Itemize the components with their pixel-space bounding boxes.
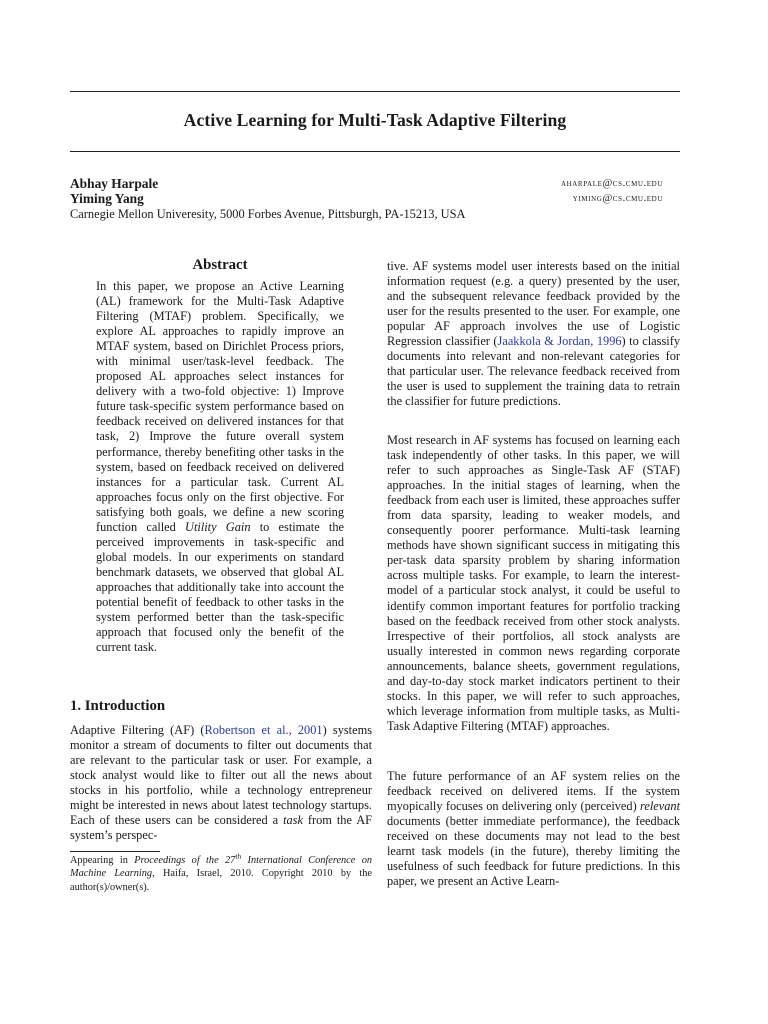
intro-text-1: Adaptive Filtering (AF) ( <box>70 723 205 737</box>
citation-link-jaakkola[interactable]: Jaakkola & Jordan, 1996 <box>497 334 622 349</box>
author-email-2: yiming@cs.cmu.edu <box>572 193 663 204</box>
col2-p1-text-1: tive. AF systems model user interests based on the initial information request (e.g. a query) presented by the user, and the subsequent relevance feedback provided by the user for the results presented to the user. For example, one popular AF approach involves the use of Logistic Regression classifier ( <box>387 259 680 349</box>
intro-text-2: ) systems monitor a stream of documents to filter out documents that are relevant to the particular task or user. For example, a stock analyst would like to filter out all the news about stocks in his portfolio, while a technology entrepreneur might be interested in news about latest technology startups. Each of these users can be considered a <box>70 723 372 828</box>
author-affiliation: Carnegie Mellon Univeresity, 5000 Forbes Avenue, Pittsburgh, PA-15213, USA <box>70 207 466 221</box>
footnote-superscript: th <box>235 851 242 861</box>
col2-p3-text-2: documents (better immediate performance), the feedback received on these documents may not lead to the best learnt task models (in the future), thereby limiting the usefulness of such feedback for future predictions. In this paper, we present an Active Learn- <box>387 814 680 889</box>
col2-p3-emphasis-relevant: relevant <box>640 799 680 814</box>
right-column-paragraph-3 <box>387 769 680 889</box>
introduction-paragraph <box>70 723 372 843</box>
citation-link-robertson[interactable]: Robertson et al., 2001 <box>204 723 323 737</box>
abstract-body <box>96 279 344 655</box>
author-name-1: Abhay Harpale <box>70 176 159 191</box>
footnote-venue-2: International Conference on Machine Learning <box>70 855 372 880</box>
intro-emphasis-task: task <box>283 813 303 828</box>
right-column-paragraph-1 <box>387 259 680 409</box>
col2-p3-text-1: The future performance of an AF system relies on the feedback received on delivered items. If the system myopically focuses on delivering only (perceived) <box>387 769 680 814</box>
right-column-paragraph-2: Most research in AF systems has focused on learning each task independently of other tasks. In this paper, we will refer to such approaches as Single-Task AF (STAF) approaches. In the initial stages of learning, when the feedback from each user is limited, these approaches suffer from data sparsity, leading to weaker models, and consequently poorer performance. Multi-task learning methods have shown significant success in mitigating this per-task data sparsity problem by sharing information across multiple tasks. For example, to learn the interest-model of a particular stock analyst, it could be useful to identify common important features for portfolio tracking based on the feedback received from other stock analysts. Irrespective of their portfolios, all stock analysts are usually interested in common news regarding corporate announcements, balance sheets, government regulations, and day-to-day stock market indicators pertinent to their stocks. In this paper, we will refer to such approaches, which leverage information from multiple tasks, as Multi-Task Adaptive Filtering (MTAF) approaches. <box>387 433 680 733</box>
abstract-text-1: In this paper, we propose an Active Learning (AL) framework for the Multi-Task Adaptive Filtering (MTAF) problem. Specifically, we explore AL approaches to rapidly improve an MTAF system, based on Dirichlet Process priors, with minimal user/task-level feedback. The proposed AL approaches select instances for delivery with a two-fold objective: 1) Improve future task-specific system performance based on feedback received on delivered instances for that task, 2) Improve the future overall system performance, thereby benefiting other tasks in the system, based on feedback received on delivered instances for a particular task. Current AL approaches focus only on the first objective. For satisfying both goals, we define a new scoring function called <box>96 279 344 534</box>
col2-p1-text-2: ) to classify documents into relevant and non-relevant categories for that particular user. The relevance feedback received from the user is used to supplement the training data to retrain the classifier for future predictions. <box>387 334 680 409</box>
abstract-text-2: to estimate the perceived improvements in task-specific and global models. In our experiments on standard benchmark datasets, we observed that global AL approaches that additionally take into account the potential benefit of feedback to other tasks in the system performed better than the task-specific approach that focused only the benefit of the current task. <box>96 519 344 655</box>
abstract-heading: Abstract <box>192 257 248 273</box>
top-rule <box>70 91 680 92</box>
footnote-rule <box>70 851 160 852</box>
paper-title: Active Learning for Multi-Task Adaptive Filtering <box>183 110 567 130</box>
author-email-1: aharpale@cs.cmu.edu <box>560 178 663 189</box>
footnote-text-1: Appearing in <box>70 855 135 866</box>
abstract-emphasis-utility-gain: Utility Gain <box>185 519 251 534</box>
footnote-text-2: , Haifa, Israel, 2010. Copyright 2010 by the author(s)/owner(s). <box>70 868 372 893</box>
author-name-2: Yiming Yang <box>70 191 144 206</box>
intro-text-3: from the AF system’s perspec- <box>70 813 372 843</box>
footnote-venue-1: Proceedings of the 27 <box>134 855 236 866</box>
introduction-heading: 1. Introduction <box>70 698 166 714</box>
footnote <box>70 851 372 894</box>
title-bottom-rule <box>70 151 680 152</box>
